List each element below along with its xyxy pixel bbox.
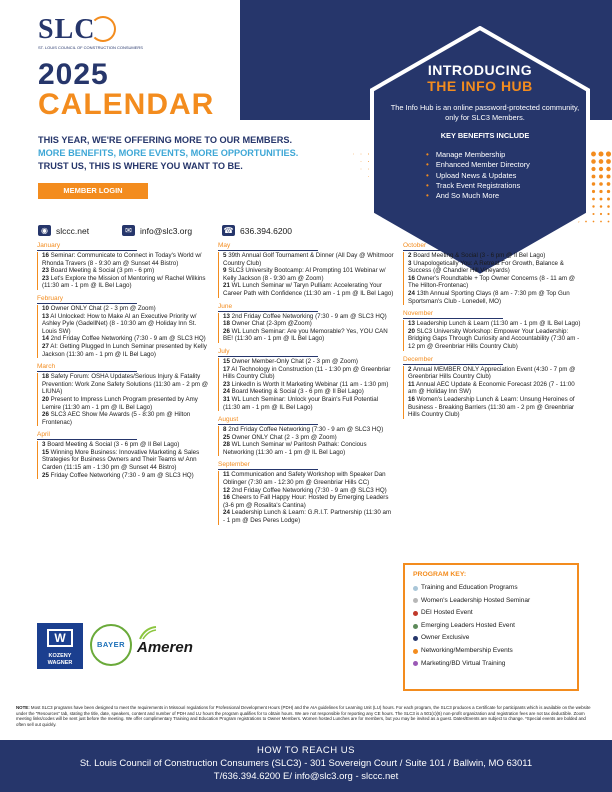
event-text: SLC3 University Workshop: Empower Your Leadership: Bridging Gaps Through Curiosity and Accountability (7:30 am - 12 pm @ Greenbriar Hills Country Club) (408, 327, 580, 350)
event-item (37, 343, 209, 358)
program-key-label: Training and Education Programs (421, 584, 518, 591)
benefit-item: • Manage Membership (426, 150, 530, 160)
month-block (403, 242, 583, 305)
event-text: Winning More Business: Innovative Marketing & Sales Strategies for Business Owners and Their Teams w/ Ann Carden (11:15 am - 1:30 pm @ Sunset 44 Bistro) (42, 448, 200, 472)
dot-mark (353, 154, 354, 155)
event-text: AI Unlocked: How to Make AI an Executive Priority w/ Ashley Pyle (GadellNet) (8 - 10:30 am @ Holiday Inn St. Louis SW) (42, 312, 197, 335)
month-block (403, 356, 583, 419)
dot-mark (599, 182, 603, 186)
event-date: 24 (223, 509, 230, 517)
event-date: 15 (42, 448, 49, 456)
event-date: 16 (408, 395, 415, 403)
event-date: 17 (223, 365, 230, 373)
header (0, 0, 612, 238)
event-item (218, 494, 394, 509)
event-text: LinkedIn is Worth It Marketing Webinar (11 am - 1:30 pm) (231, 380, 389, 388)
event-text: Leadership Lunch & Learn (11:30 am - 1 pm @ IL Bel Lago) (416, 320, 581, 328)
event-item (37, 252, 209, 267)
event-date: 31 (223, 395, 230, 403)
dot-mark (591, 167, 595, 171)
event-date: 23 (42, 274, 49, 282)
event-item (37, 411, 209, 426)
event-item (218, 358, 394, 366)
event-text: Annual AEC Update & Economic Forecast 2026 (7 - 11:00 am @ Holiday Inn SW) (408, 380, 575, 396)
logo-tagline: ST. LOUIS COUNCIL OF CONSTRUCTION CONSUMERS (38, 45, 143, 50)
event-text: 2nd Friday Coffee Networking (7:30 - 9 am @ SLC3 HQ) (50, 335, 206, 343)
kozeny-wagner-logo[interactable] (37, 623, 83, 669)
calendar-column-2 (218, 242, 394, 530)
tagline-trust: TRUST US, THIS IS WHERE YOU WANT TO BE. (38, 161, 243, 171)
event-date: 13 (42, 312, 49, 320)
program-key-item (413, 595, 569, 608)
month-name: August (218, 416, 318, 425)
event-text: Owner ONLY Chat (2 - 3 pm @ Zoom) (231, 433, 337, 441)
month-name: September (218, 461, 318, 470)
event-text: Board Meeting & Social (3 - 6 pm @ Il Bel Lago) (47, 441, 180, 449)
event-date: 18 (42, 373, 49, 381)
event-date: 11 (223, 471, 230, 479)
website-contact[interactable] (38, 225, 89, 236)
event-item (218, 282, 394, 297)
month-block (37, 295, 209, 358)
event-date: 12 (223, 486, 230, 494)
footer (0, 740, 612, 792)
benefit-item: • Upload News & Updates (426, 171, 530, 181)
event-item (403, 252, 583, 260)
program-key-item (413, 620, 569, 633)
month-block (218, 461, 394, 524)
ameren-mark-icon (139, 626, 157, 640)
event-item (218, 426, 394, 434)
event-date: 5 (223, 252, 227, 259)
website-link[interactable]: slccc.net (56, 225, 90, 236)
event-item (403, 260, 583, 275)
dot-mark (361, 169, 362, 170)
dot-mark (607, 182, 611, 186)
event-item (37, 313, 209, 336)
footer-contact: T/636.394.6200 E/ info@slc3.org - slccc.net (213, 771, 399, 782)
event-date: 28 (223, 441, 230, 449)
program-key-dot-icon (413, 636, 418, 641)
event-date: 8 (223, 426, 227, 434)
event-date: 21 (223, 282, 230, 290)
event-date: 27 (42, 342, 49, 350)
dot-mark (591, 152, 596, 157)
dot-mark (606, 174, 610, 178)
event-text: Safety Forum: OSHA Updates/Serious Injury & Fatality Prevention: Work Zone Safety Solutions (11:30 am - 2 pm @ LIUNA) (42, 373, 208, 396)
phone-link[interactable]: 636.394.6200 (240, 225, 292, 236)
dot-mark (607, 213, 609, 215)
info-hub-description: The Info Hub is an online password-protected community, only for SLC3 Members. (390, 103, 580, 122)
event-text: Present to Impress Lunch Program presented by Amy Lemire (11:30 am - 1 pm @ IL Bel Lago) (42, 395, 198, 411)
event-text: WL Lunch Seminar: Unlock your Brain's Full Potential (11:30 am - 1 pm @ IL Bel Lago) (223, 395, 379, 411)
event-item (403, 320, 583, 328)
calendar-title: CALENDAR (38, 88, 215, 121)
calendar-column-1 (37, 242, 209, 484)
month-block (218, 242, 394, 298)
event-date: 14 (42, 335, 49, 343)
event-item (218, 471, 394, 486)
event-date: 25 (42, 471, 49, 479)
event-item (403, 381, 583, 396)
phone-icon: ☎ (223, 226, 234, 235)
dot-mark (592, 205, 594, 207)
event-text: Seminar: Communicate to Connect in Today's World w/ Rhonda Travers (8 - 9:30 am @ Sunset 44 Bistro) (42, 252, 202, 267)
event-date: 23 (42, 267, 49, 275)
event-text: Friday Coffee Networking (7:30 - 9 am @ SLC3 HQ) (50, 471, 194, 479)
event-date: 26 (42, 411, 49, 419)
program-key-list (413, 582, 569, 670)
event-text: Let's Explore the Mission of Mentoring w/ Rachel Wilkins (11:30 am - 1 pm @ IL Bel Lago) (42, 274, 206, 290)
dot-mark (368, 154, 369, 155)
event-date: 2 (408, 252, 412, 259)
event-item (37, 335, 209, 343)
month-block (218, 416, 394, 456)
program-key-label: Emerging Leaders Hosted Event (421, 621, 515, 629)
event-item (37, 275, 209, 290)
event-item (403, 328, 583, 351)
dot-mark (608, 221, 610, 223)
program-key-item (413, 607, 569, 620)
dot-mark (599, 152, 604, 157)
calendar-year: 2025 (38, 58, 109, 91)
event-item (403, 396, 583, 419)
month-name: June (218, 303, 318, 312)
info-hub-benefits-list (426, 150, 530, 201)
month-name: March (37, 363, 137, 372)
footer-address: St. Louis Council of Construction Consumers (SLC3) - 301 Sovereign Court / Suite 101 / Ballwin, MO 63011 (79, 758, 533, 769)
program-key-label: DEI Hosted Event (421, 609, 473, 617)
event-item (218, 267, 394, 282)
dot-mark (592, 198, 595, 201)
event-date: 15 (223, 357, 230, 365)
sponsor-logos (37, 623, 212, 673)
dot-mark (592, 213, 594, 215)
event-item (37, 396, 209, 411)
event-text: SLC3 University Bootcamp: AI Prompting 101 Webinar w/ Kelly Jackson (8 - 9:30 am @ Zoom) (223, 267, 386, 282)
program-key-label: Marketing/BD Virtual Training (421, 659, 506, 667)
dot-mark (600, 213, 602, 215)
event-date: 24 (223, 388, 230, 396)
event-item (218, 487, 394, 495)
dot-mark (606, 159, 611, 164)
kozeny-mark-icon: W (47, 629, 73, 647)
program-key-label: Women's Leadership Hosted Seminar (421, 596, 531, 604)
event-item (403, 290, 583, 305)
dot-mark (368, 169, 369, 170)
event-text: WL Lunch Seminar w/ Taryn Pulliam: Accelerating Your Career Path with Confidence (11:30 am - 1 pm @ IL Bel Lago) (223, 282, 394, 297)
info-hub-title-line2: THE INFO HUB (427, 78, 533, 94)
event-text: WL Lunch Seminar w/ Paritosh Pathak: Concious Networking (11:30 am - 1 pm @ IL Bel Lago) (223, 441, 367, 456)
bayer-wordmark: BAYER (96, 640, 126, 649)
dot-mark (599, 175, 603, 179)
event-date: 3 (408, 259, 412, 267)
month-name: February (37, 295, 137, 304)
event-item (218, 320, 394, 328)
event-text: 13th Annual Sporting Clays (8 am - 7:30 pm @ Top Gun Sportsman's Club - Lonedell, MO) (408, 289, 570, 305)
event-text: Board Meeting & Social (3 pm - 6 pm) (50, 267, 155, 275)
benefit-item: • Enhanced Member Directory (426, 160, 530, 170)
dot-mark (591, 159, 596, 164)
event-item (218, 509, 394, 524)
dot-mark (368, 161, 369, 162)
event-text: Owner's Roundtable + Top Owner Concerns (8 - 11 am @ The Hilton-Frontenac) (408, 274, 576, 290)
event-text: 2nd Friday Coffee Networking (7:30 - 9 am @ SLC3 HQ) (231, 486, 387, 494)
month-name: October (403, 242, 503, 251)
event-text: 2nd Friday Coffee Networking (7:30 - 9 am @ SLC3 HQ) (228, 426, 384, 434)
dot-mark (361, 154, 362, 155)
footer-title: HOW TO REACH US (257, 745, 355, 756)
benefit-item: • And So Much More (426, 191, 530, 201)
program-key-item (413, 658, 569, 671)
event-date: 16 (408, 274, 415, 282)
event-date: 13 (223, 312, 230, 320)
event-date: 20 (408, 327, 415, 335)
info-hub-title-line1: INTRODUCING (427, 62, 533, 78)
month-block (218, 348, 394, 411)
program-key-title: PROGRAM KEY: (413, 571, 467, 578)
event-date: 9 (223, 267, 227, 275)
dot-mark (606, 167, 610, 171)
note-text: Most SLC3 programs have been designed to meet the requirements in Missouri regulations for Professional Development Hours (PDH) and the AIA guidelines for Learning Unit (LU) hours. For each program, the SLC3 produces a Certificate for participants which is available on the website under the "Resources" tab, stating the title, date, speakers, content and number of PDH and LU hours the program qualifies for to obtain hours. We are not responsible for reporting any CE hours. The SLC3 is a 501(c)(6) non-profit organization and registration fees are not tax deductible. Zoom meeting links/codes will be sent just before the meeting. We offer complimentary Training and Education Program registrations to Owner Members. Women hosted Lunches are for members, but you may be invited as a guest. Dates/Events are subject to change. *Special events are bolded and often sell out quickly. (16, 705, 591, 727)
program-key-dot-icon (413, 586, 418, 591)
event-item (218, 252, 394, 267)
event-text: Communication and Safety Workshop with Speaker Dan Oblinger (7:30 am - 12:30 pm @ Greenbriar Hills CC) (223, 471, 386, 487)
program-key-dot-icon (413, 661, 418, 666)
dot-mark (599, 159, 604, 164)
event-date: 20 (42, 395, 49, 403)
globe-icon: ◉ (38, 225, 51, 236)
ameren-logo[interactable]: Ameren (137, 639, 193, 656)
month-block (218, 303, 394, 343)
program-key-label: Networking/Membership Events (421, 646, 513, 654)
event-item (37, 373, 209, 396)
event-item (218, 381, 394, 389)
event-date: 3 (42, 441, 46, 449)
disclaimer-note (16, 705, 596, 727)
month-block (37, 363, 209, 426)
event-item (403, 275, 583, 290)
event-text: Owner Member-Only Chat (2 - 3 pm @ Zoom) (231, 357, 358, 365)
note-label: NOTE: (16, 705, 30, 710)
kozeny-wordmark (37, 653, 83, 666)
program-key-dot-icon (413, 624, 418, 629)
month-name: November (403, 310, 503, 319)
dot-mark (606, 151, 611, 156)
event-date: 18 (223, 320, 230, 328)
event-text: 39th Annual Golf Tournament & Dinner (All Day @ Whitmoor Country Club) (223, 252, 394, 267)
tagline-offering: THIS YEAR, WE'RE OFFERING MORE TO OUR MEMBERS. (38, 135, 293, 145)
dot-mark (593, 221, 595, 223)
dot-mark (368, 176, 369, 177)
event-item (37, 449, 209, 472)
kozeny-line2: WAGNER (47, 659, 73, 666)
program-key-label: Owner Exclusive (421, 634, 470, 642)
event-text: SLC3 AEC Show Me Awards (5 - 8:30 pm @ Hilton Frontenac) (42, 411, 191, 426)
benefit-item: • Track Event Registrations (426, 181, 530, 191)
event-text: Leadership Lunch & Learn: G.R.I.T. Partnership (11:30 am - 1 pm @ Des Peres Lodge) (223, 509, 392, 525)
event-item (218, 434, 394, 442)
month-name: January (37, 242, 137, 251)
event-date: 2 (408, 365, 412, 373)
dot-mark (607, 190, 610, 193)
event-text: Owner ONLY Chat (2 - 3 pm @ Zoom) (50, 304, 156, 312)
event-date: 23 (223, 380, 230, 388)
event-item (218, 441, 394, 456)
program-key-dot-icon (413, 649, 418, 654)
bayer-logo[interactable] (90, 624, 132, 666)
dot-mark (592, 190, 595, 193)
event-item (37, 441, 209, 449)
event-date: 13 (408, 320, 415, 328)
event-text: WL Lunch Seminar: Are you Memorable? Yes, YOU CAN BE! (11:30 am - 1 pm @ IL Bel Lago) (223, 327, 388, 343)
dot-mark (607, 198, 610, 201)
dot-mark (600, 205, 603, 208)
slc3-logo[interactable] (38, 14, 143, 50)
month-block (37, 431, 209, 479)
calendar-column-3 (403, 242, 583, 424)
logo-swirl-icon (90, 16, 116, 42)
event-item (218, 366, 394, 381)
event-item (403, 366, 583, 381)
dot-mark (600, 198, 603, 201)
program-key (403, 563, 579, 691)
dot-mark (599, 167, 603, 171)
member-login-button[interactable]: MEMBER LOGIN (38, 183, 148, 199)
event-text: Cheers to Fall Happy Hour: Hosted by Emerging Leaders (3-6 pm @ Rosalita's Cantina) (223, 494, 389, 509)
email-contact[interactable] (122, 225, 192, 236)
event-text: Board Meeting & Social (3 - 6 pm @ Il Bel Lago) (413, 252, 546, 259)
event-text: 2nd Friday Coffee Networking (7:30 - 9 am @ SLC3 HQ) (231, 312, 387, 320)
event-date: 16 (42, 252, 49, 259)
dot-mark (599, 190, 602, 193)
logo-word: SLC (38, 14, 96, 45)
month-name: April (37, 431, 137, 440)
dot-mark (600, 221, 602, 223)
event-item (218, 388, 394, 396)
event-date: 24 (408, 289, 415, 297)
month-name: July (218, 348, 318, 357)
event-text: Annual MEMBER ONLY Appreciation Event (4:30 - 7 pm @ Greenbriar Hills Country Club) (408, 365, 576, 381)
program-key-item (413, 632, 569, 645)
phone-contact[interactable] (222, 225, 292, 236)
event-text: AI Technology in Construction (11 - 1:30 pm @ Greenbriar Hills Country Club) (223, 365, 391, 381)
info-hub-benefits-title: KEY BENEFITS INCLUDE (440, 131, 530, 140)
event-date: 10 (42, 304, 49, 312)
event-item (37, 305, 209, 313)
program-key-dot-icon (413, 611, 418, 616)
event-item (37, 267, 209, 275)
tagline-more: MORE BENEFITS, MORE EVENTS, MORE OPPORTUNITIES. (38, 148, 299, 158)
email-link[interactable]: info@slc3.org (140, 225, 193, 236)
event-item (218, 396, 394, 411)
dot-mark (592, 175, 596, 179)
event-text: Owner Chat (2-3pm @Zoom) (231, 320, 312, 328)
event-date: 16 (223, 494, 230, 502)
month-name: December (403, 356, 503, 365)
event-text: Unapologetically You: A Retreat For Growth, Balance & Success (@ Chandler Hill Vineyards) (408, 259, 564, 275)
dot-mark (361, 161, 362, 162)
mail-icon: ✉ (122, 225, 135, 236)
month-block (37, 242, 209, 290)
event-text: AI: Getting Plugged In Lunch Seminar presented by Kelly Jackson (11:30 am - 1 pm @ IL Bel Lago) (42, 342, 207, 358)
dot-mark (592, 182, 595, 185)
month-block (403, 310, 583, 350)
event-item (37, 472, 209, 480)
dot-mark (607, 205, 610, 208)
kozeny-line1: KOZENY (48, 653, 72, 659)
event-date: 25 (223, 433, 230, 441)
month-name: May (218, 242, 318, 251)
event-date: 26 (223, 327, 230, 335)
event-text: Women's Leadership Lunch & Learn: Unsung Heroines of Business - Breaking Barriers (11:30 am - 2 pm @ Greenbriar Hills Country Club) (408, 395, 575, 419)
program-key-item (413, 645, 569, 658)
event-text: Board Meeting & Social (3 - 6 pm @ Il Bel Lago) (231, 388, 364, 396)
program-key-dot-icon (413, 598, 418, 603)
event-item (218, 328, 394, 343)
program-key-item (413, 582, 569, 595)
event-item (218, 313, 394, 321)
event-date: 11 (408, 380, 415, 388)
